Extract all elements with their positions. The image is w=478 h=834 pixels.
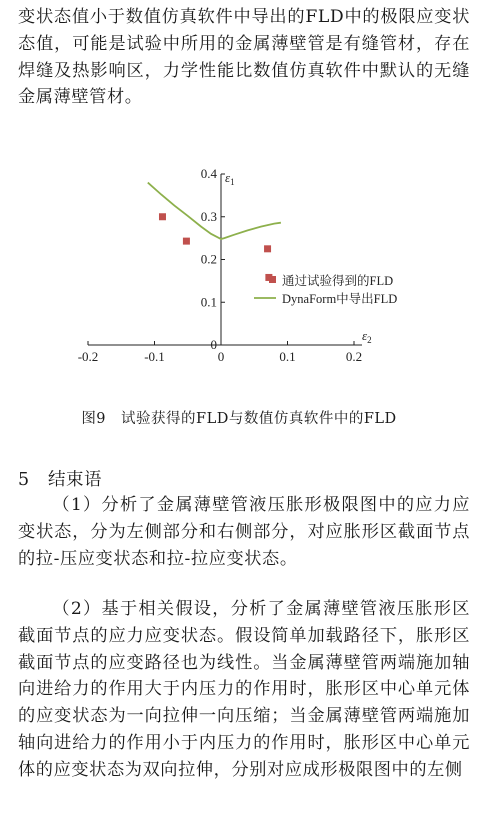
test-point: [159, 213, 166, 220]
section-number: 5: [18, 470, 30, 490]
intro-paragraph: 变状态值小于数值仿真软件中导出的FLD中的极限应变状态值，可能是试验中所用的金属薄壁管是有缝管材，存在焊缝及热影响区，力学性能比数值仿真软件中默认的无缝金属薄壁管材。: [18, 7, 470, 108]
section-title: 结束语: [48, 470, 102, 490]
conclusion-2: （2）基于相关假设，分析了金属薄壁管液压胀形区截面节点的应力应变状态。假设简单加载路径下，胀形区截面节点的应变路径也为线性。当金属薄壁管两端施加轴向进给力的作用大于内压力的作用时，胀形区中心单元体的应变状态为一向拉伸一向压缩；当金属薄壁管两端施加轴向进给力的作用小于内压力的作用时，胀形区中心单元体的应变状态为双向拉伸，分别对应成形极限图中的左侧: [18, 599, 470, 780]
conclusion-1: （1）分析了金属薄壁管液压胀形极限图中的应力应变状态，分为左侧部分和右侧部分，对应胀形区截面节点的拉-压应变状态和拉-拉应变状态。: [18, 495, 470, 569]
fld-figure: [0, 160, 478, 370]
section-heading: [18, 466, 102, 491]
y-tick-label: 0.2: [200, 251, 217, 267]
legend-label-curve: DynaForm中导出FLD: [282, 292, 398, 306]
y-tick-label: 0.4: [200, 166, 217, 181]
y-tick-label: 0: [210, 337, 217, 352]
x-tick-label: 0.1: [279, 349, 296, 364]
test-point: [264, 245, 271, 252]
chart-axes: [78, 166, 372, 364]
chart-legend: [254, 273, 397, 306]
fld-chart: [0, 160, 478, 370]
x-tick-label: -0.1: [144, 349, 165, 364]
y-tick-label: 0.1: [200, 294, 217, 310]
legend-label-test: 通过试验得到的FLD: [282, 274, 394, 288]
x-tick-label: 0.2: [345, 349, 363, 364]
x-tick-label: -0.2: [77, 349, 99, 364]
x-tick-label: 0: [217, 349, 225, 364]
test-point: [183, 238, 190, 245]
legend-swatch-test: [269, 276, 276, 283]
y-tick-label: 0.3: [200, 208, 217, 224]
y-axis-label: $\varepsilon_1$: [225, 170, 235, 187]
figure-caption: 图9 试验获得的FLD与数值仿真软件中的FLD: [81, 411, 397, 427]
x-axis-label: $\varepsilon_2$: [362, 328, 372, 345]
